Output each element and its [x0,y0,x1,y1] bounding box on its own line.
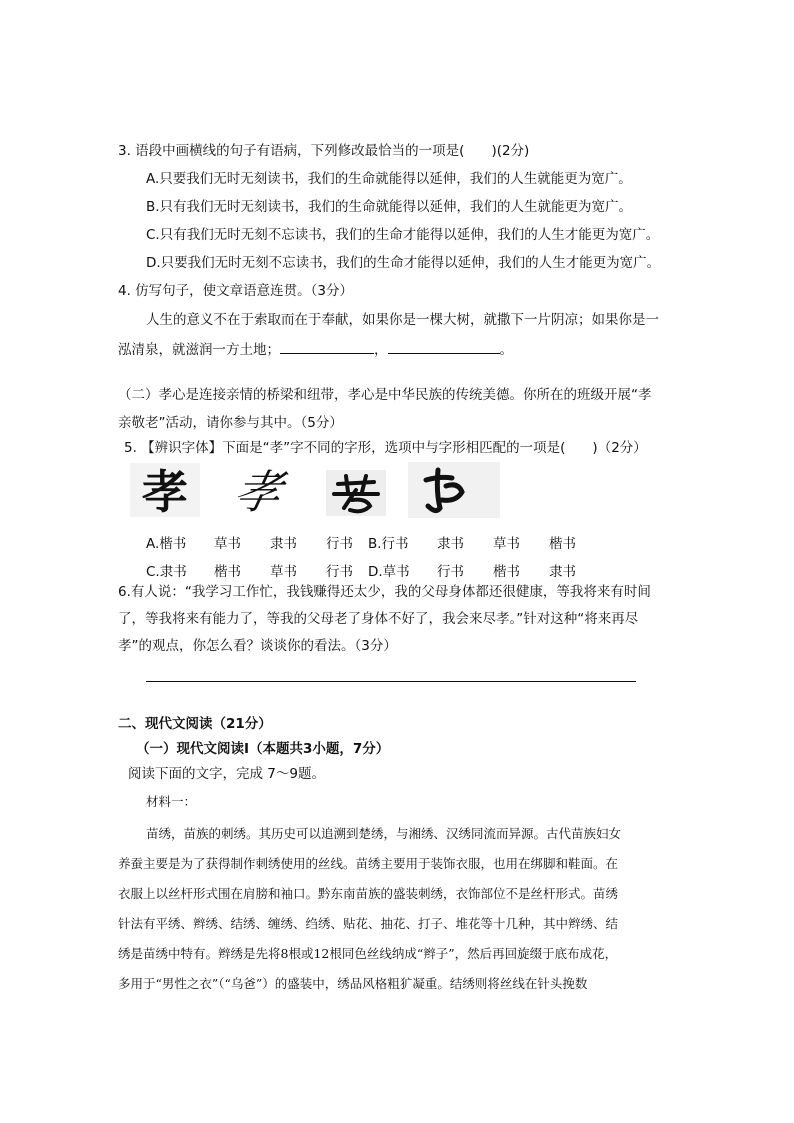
para-line-1: 苗绣，苗族的刺绣。其历史可以追溯到楚绣，与湘绣、汉绣同流而异源。古代苗族妇女 [146,826,622,841]
q4-line1: 人生的意义不在于索取而在于奉献，如果你是一棵大树，就撒下一片阴凉；如果你是一 [146,312,659,328]
section2-line1: （二）孝心是连接亲情的桥梁和纽带，孝心是中华民族的传统美德。你所在的班级开展“孝 [118,387,652,403]
q5-r2-c6: 行书 [437,564,464,580]
q3-option-d: D.只要我们无时无刻不忘读书，我们的生命才能得以延伸，我们的人生才能更为宽广。 [146,255,661,271]
q5-r1-c3: 隶书 [270,536,297,552]
q5-r1-c1: A.楷书 [146,536,187,552]
section2-line2: 亲敬老”活动，请你参与其中。（5分） [118,415,343,431]
para-line-2: 养蚕主要是为了获得制作刺绣使用的丝线。苗绣主要用于装饰衣服，也用在绑脚和鞋面。在 [118,856,619,871]
glyph-image-3 [326,470,386,516]
q5-r2-c3: 草书 [270,564,297,580]
q4-line2-text: 泓清泉，就滋润一方土地； [118,342,280,358]
q4-end: 。 [499,342,513,358]
q5-r1-c5: B.行书 [368,536,409,552]
q4-separator: ， [374,342,388,358]
q6-line2: 了，等我将来有能力了，等我的父母老了身体不好了，我会来尽孝。”针对这种“将来再尽 [118,611,639,627]
q5-r1-c6: 隶书 [437,536,464,552]
q5-r1-c7: 草书 [493,536,520,552]
para-line-4: 针法有平绣、辫绣、结绣、缠绣、绉绣、贴花、抽花、打子、堆花等十几种，其中辫绣、结 [118,916,619,931]
q4-line2 [118,341,513,358]
q5-stem: 5. 【辨识字体】下面是“孝”字不同的字形，选项中与字形相匹配的一项是( )（2分） [124,440,647,456]
q3-stem: 3. 语段中画横线的句子有语病，下列修改最恰当的一项是( )(2分) [118,143,530,159]
q6-line1: 6.有人说：“我学习工作忙，我钱赚得还太少，我的父母身体都还很健康，等我将来有时间 [118,584,651,600]
q5-r2-c4: 行书 [326,564,353,580]
para-line-6: 多用于“男性之衣”（“乌爸”）的盛装中，绣品风格粗犷凝重。结绣则将丝线在针头挽数 [118,976,588,991]
glyph-2-text: 孝 [232,465,287,517]
para-line-3: 衣服上以丝杆形式围在肩膀和袖口。黔东南苗族的盛装刺绣，衣饰部位不是丝杆形式。苗绣 [118,886,619,901]
q5-r1-c2: 草书 [214,536,241,552]
q5-r2-c7: 楷书 [493,564,520,580]
q5-r1-c4: 行书 [326,536,353,552]
part2-subtitle: （一）现代文阅读Ⅰ（本题共3小题，7分） [136,741,390,757]
glyph-1-text: 孝 [142,465,188,517]
q6-answer-line[interactable] [146,681,636,682]
q3-option-c: C.只有我们无时无刻不忘读书，我们的生命才能得以延伸，我们的人生才能更为宽广。 [146,227,660,243]
q4-blank-1[interactable] [280,341,374,354]
q3-option-a: A.只要我们无时无刻读书，我们的生命就能得以延伸，我们的人生就能更为宽广。 [146,171,632,187]
q4-stem: 4. 仿写句子，使文章语意连贯。（3分） [118,283,354,299]
material-label: 材料一： [146,794,197,809]
q5-r2-c2: 楷书 [214,564,241,580]
q4-blank-2[interactable] [388,341,500,354]
glyph-image-1 [130,463,200,517]
q5-r2-c8: 隶书 [549,564,576,580]
glyph-image-2 [232,463,296,517]
part2-instruction: 阅读下面的文字，完成 7～9题。 [128,766,325,782]
q5-r1-c8: 楷书 [549,536,576,552]
q6-line3: 孝”的观点，你怎么看？谈谈你的看法。（3分） [118,638,397,654]
part2-title: 二、现代文阅读（21分） [118,716,272,732]
glyph-image-4 [408,462,500,518]
q5-r2-c5: D.草书 [368,564,410,580]
q5-r2-c1: C.隶书 [146,564,187,580]
para-line-5: 绣是苗绣中特有。辫绣是先将8根或12根同色丝线纳成“辫子”，然后再回旋缀于底布成花， [118,946,618,961]
q3-option-b: B.只有我们无时无刻读书，我们的生命就能得以延伸，我们的人生就能更为宽广。 [146,199,633,215]
